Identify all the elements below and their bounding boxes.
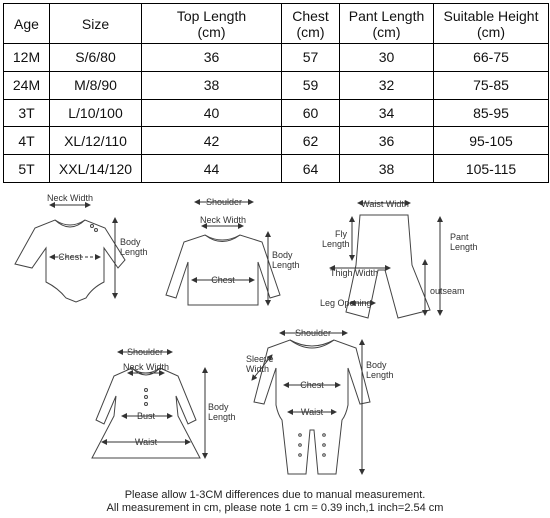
- sweater-neck-width-label: Neck Width: [199, 215, 247, 225]
- cell-age: 3T: [4, 99, 50, 127]
- cell-chest: 57: [282, 44, 340, 72]
- cell-suitable-height: 105-115: [434, 155, 549, 183]
- pants-fly-length-label: Length: [322, 239, 350, 249]
- pants-thigh-width-label: Thigh Width: [330, 268, 379, 278]
- table-row: [4, 127, 549, 155]
- header-suitable-height: Suitable Height (cm): [434, 4, 549, 44]
- cell-top-length: 38: [142, 71, 282, 99]
- sweater-shoulder-label: Shoulder: [205, 197, 243, 207]
- header-pant-length: Pant Length (cm): [340, 4, 434, 44]
- romper-length-label: Length: [366, 370, 394, 380]
- cell-size: S/6/80: [50, 44, 142, 72]
- pants-waist-width-label: Waist Width: [361, 199, 409, 209]
- bodysuit-body-label: Body: [120, 237, 141, 247]
- header-chest: Chest (cm): [282, 4, 340, 44]
- cell-size: XXL/14/120: [50, 155, 142, 183]
- dress-bust-label: Bust: [136, 411, 156, 421]
- pants-length-label: Length: [450, 242, 478, 252]
- pants-pant-label: Pant: [450, 232, 469, 242]
- romper-shoulder-label: Shoulder: [294, 328, 332, 338]
- table-row: [4, 71, 549, 99]
- table-row: [4, 44, 549, 72]
- dress-neck-width-label: Neck Width: [122, 362, 170, 372]
- cell-size: M/8/90: [50, 71, 142, 99]
- header-top-length: Top Length (cm): [142, 4, 282, 44]
- bodysuit-length-label: Length: [120, 247, 148, 257]
- cell-chest: 59: [282, 71, 340, 99]
- cell-top-length: 44: [142, 155, 282, 183]
- dress-waist-label: Waist: [134, 437, 158, 447]
- measurement-note: Please allow 1-3CM differences due to manual measurement.: [124, 489, 426, 501]
- pants-fly-label: Fly: [335, 229, 347, 239]
- cell-top-length: 40: [142, 99, 282, 127]
- cell-suitable-height: 75-85: [434, 71, 549, 99]
- romper-body-label: Body: [366, 360, 387, 370]
- romper-sleeve-label: Sleeve: [246, 354, 274, 364]
- cell-age: 4T: [4, 127, 50, 155]
- sweater-body-label: Body: [272, 250, 293, 260]
- dress-length-label: Length: [208, 412, 236, 422]
- cell-size: XL/12/110: [50, 127, 142, 155]
- romper-width-label: Width: [246, 364, 270, 374]
- sweater-chest-label: Chest: [211, 275, 235, 285]
- conversion-note: All measurement in cm, please note 1 cm = 0.39 inch,1 inch=2.54 cm: [106, 502, 444, 514]
- size-chart-table: [3, 3, 549, 183]
- header-age: Age: [4, 4, 50, 44]
- dress-shoulder-label: Shoulder: [126, 347, 164, 357]
- cell-chest: 62: [282, 127, 340, 155]
- cell-top-length: 36: [142, 44, 282, 72]
- cell-pant-length: 34: [340, 99, 434, 127]
- table-header-row: [4, 4, 549, 44]
- cell-suitable-height: 66-75: [434, 44, 549, 72]
- cell-pant-length: 36: [340, 127, 434, 155]
- sweater-length-label: Length: [272, 260, 300, 270]
- measurement-diagrams: [0, 190, 550, 480]
- header-size: Size: [50, 4, 142, 44]
- cell-age: 12M: [4, 44, 50, 72]
- cell-pant-length: 38: [340, 155, 434, 183]
- cell-chest: 64: [282, 155, 340, 183]
- romper-chest-label: Chest: [300, 380, 324, 390]
- pants-leg-opening-label: Leg Opening: [320, 298, 372, 308]
- table-row: [4, 99, 549, 127]
- cell-age: 5T: [4, 155, 50, 183]
- cell-suitable-height: 85-95: [434, 99, 549, 127]
- cell-suitable-height: 95-105: [434, 127, 549, 155]
- cell-chest: 60: [282, 99, 340, 127]
- bodysuit-neck-width-label: Neck Width: [46, 193, 94, 203]
- table-row: [4, 155, 549, 183]
- romper-waist-label: Waist: [300, 407, 324, 417]
- cell-top-length: 42: [142, 127, 282, 155]
- cell-pant-length: 30: [340, 44, 434, 72]
- cell-size: L/10/100: [50, 99, 142, 127]
- bodysuit-chest-label: Chest: [58, 252, 82, 262]
- pants-outseam-label: outseam: [430, 286, 465, 296]
- dress-body-label: Body: [208, 402, 229, 412]
- cell-pant-length: 32: [340, 71, 434, 99]
- cell-age: 24M: [4, 71, 50, 99]
